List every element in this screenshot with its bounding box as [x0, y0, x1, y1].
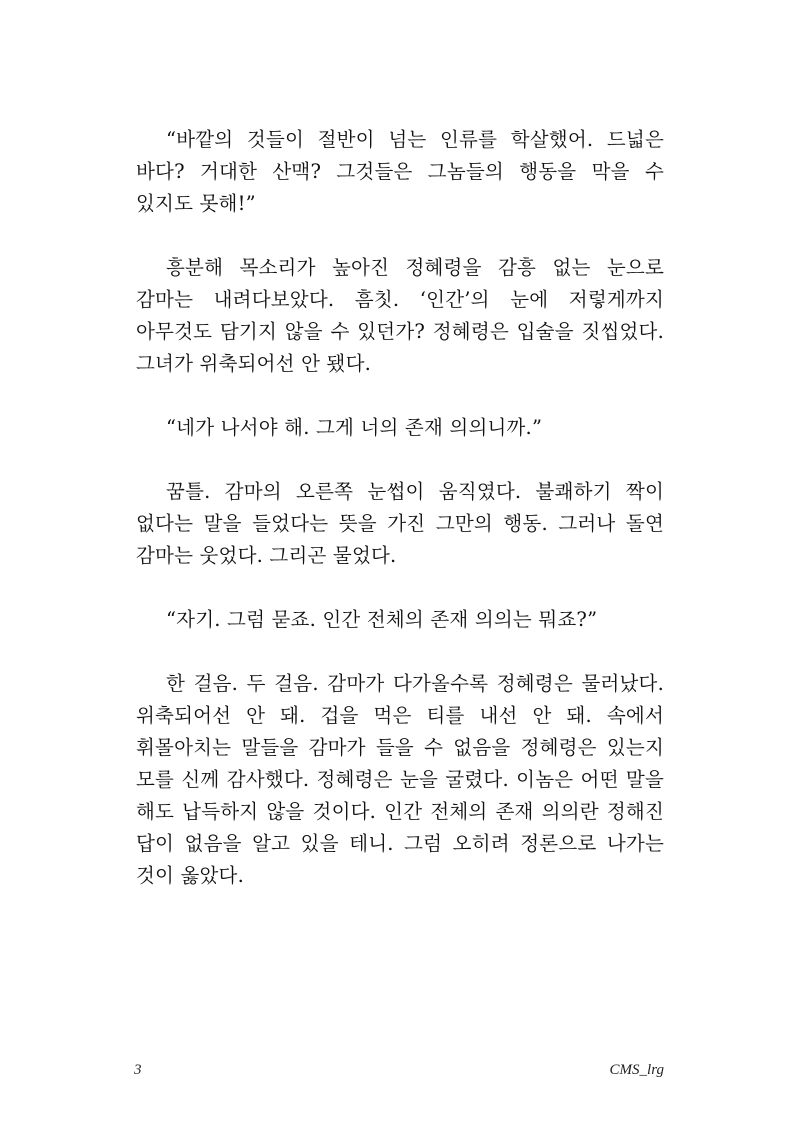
footer-code: CMS_lrg [609, 1062, 664, 1078]
page-number: 3 [134, 1062, 142, 1078]
body-text [136, 124, 664, 892]
paragraph-6: 한 걸음. 두 걸음. 감마가 다가올수록 정혜령은 물러났다. 위축되어선 안 돼. 겁을 먹은 티를 내선 안 돼. 속에서 휘몰아치는 말들을 감마가 들을 수 없음을 정혜령은 있는지 모를 신께 감사했다. 정혜령은 눈을 굴렸다. 이놈은 어떤 말을 해도 납득하지 않을 것이다. 인간 전체의 존재 의의란 정해진 답이 없음을 알고 있을 테니. 그럼 오히려 정론으로 나가는 것이 옳았다. [136, 672, 664, 887]
paragraph-4: 꿈틀. 감마의 오른쪽 눈썹이 움직였다. 불쾌하기 짝이 없다는 말을 들었다는 뜻을 가진 그만의 행동. 그러나 돌연 감마는 웃었다. 그리곤 물었다. [136, 480, 664, 567]
paragraph-3: “네가 나서야 해. 그게 너의 존재 의의니까.” [166, 416, 543, 439]
paragraph-5: “자기. 그럼 묻죠. 인간 전체의 존재 의의는 뭐죠?” [166, 608, 598, 631]
paragraph-1: “바깥의 것들이 절반이 넘는 인류를 학살했어. 드넓은 바다? 거대한 산맥? 그것들은 그놈들의 행동을 막을 수 있지도 못해!” [136, 128, 664, 215]
paragraph-2: 흥분해 목소리가 높아진 정혜령을 감흥 없는 눈으로 감마는 내려다보았다. 흠칫. ‘인간’의 눈에 저렇게까지 아무것도 담기지 않을 수 있던가? 정혜령은 입술을 짓씹었다. 그녀가 위축되어선 안 됐다. [136, 256, 664, 375]
